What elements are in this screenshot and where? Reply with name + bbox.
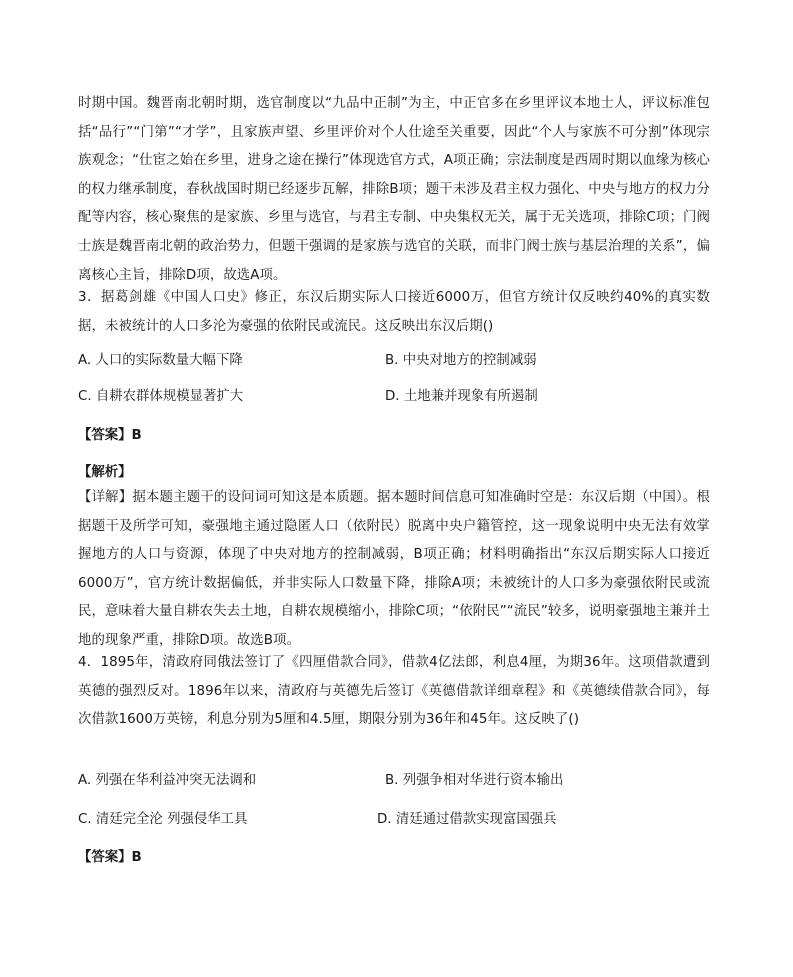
- q3-option-b: B. 中央对地方的控制减弱: [385, 353, 537, 368]
- q3-option-d: D. 土地兼并现象有所遏制: [385, 389, 538, 404]
- question-3-stem: 3．据葛剑雄《中国人口史》修正，东汉后期实际人口接近6000万，但官方统计仅反映约40%的真实数据，未被统计的人口多沦为豪强的依附民或流民。这反映出东汉后期(): [78, 290, 710, 334]
- q3-answer: 【答案】B: [78, 428, 142, 443]
- analysis-paragraph-q2: 时期中国。魏晋南北朝时期，选官制度以“九品中正制”为主，中正官多在乡里评议本地士人，评议标准包括“品行”“门第”“才学”，且家族声望、乡里评价对个人仕途至关重要，因此“个人与家族不可分割”体现宗族观念；“仕宦之始在乡里，进身之途在操行”体现选官方式，A项正确；宗法制度是西周时期以血缘为核心的权力继承制度，春秋战国时期已经逐步瓦解，排除B项；题干未涉及君主权力强化、中央与地方的权力分配等内容，核心聚焦的是家族、乡里与选官，与君主专制、中央集权无关，属于无关选项，排除C项；门阀士族是魏晋南北朝的政治势力，但题干强调的是家族与选官的关联，而非门阀士族与基层治理的关系”，偏离核心主旨，排除D项，故选A项。: [78, 96, 710, 283]
- q4-option-d: D. 清廷通过借款实现富国强兵: [377, 812, 557, 827]
- q4-answer: 【答案】B: [78, 850, 142, 865]
- q3-analysis-detail: 【详解】据本题主题干的设问词可知这是本质题。据本题时间信息可知准确时空是：东汉后期（中国）。根据题干及所学可知，豪强地主通过隐匿人口（依附民）脱离中央户籍管控，这一现象说明中央无法有效掌握地方的人口与资源，体现了中央对地方的控制减弱，B项正确；材料明确指出“东汉后期实际人口接近6000万”，官方统计数据偏低，并非实际人口数量下降，排除A项；未被统计的人口多为豪强依附民或流民，意味着大量自耕农失去土地，自耕农规模缩小，排除C项；“依附民”“流民”较多，说明豪强地主兼并土地的现象严重，排除D项。故选B项。: [78, 490, 710, 648]
- q4-option-b: B. 列强争相对华进行资本输出: [385, 773, 564, 788]
- question-4-stem: 4．1895年，清政府同俄法签订了《四厘借款合同》，借款4亿法郎，利息4厘，为期36年。这项借款遭到英德的强烈反对。1896年以来，清政府与英德先后签订《英德借款详细章程》和《英德续借款合同》，每次借款1600万英镑，利息分别为5厘和4.5厘，期限分别为36年和45年。这反映了(): [78, 655, 710, 728]
- q4-option-c: C. 清廷完全沦 列强侵华工具: [78, 812, 248, 827]
- q3-option-c: C. 自耕农群体规模显著扩大: [78, 389, 244, 404]
- q3-analysis-label: 【解析】: [78, 465, 132, 480]
- q3-option-a: A. 人口的实际数量大幅下降: [78, 353, 243, 368]
- q4-option-a: A. 列强在华利益冲突无法调和: [78, 773, 257, 788]
